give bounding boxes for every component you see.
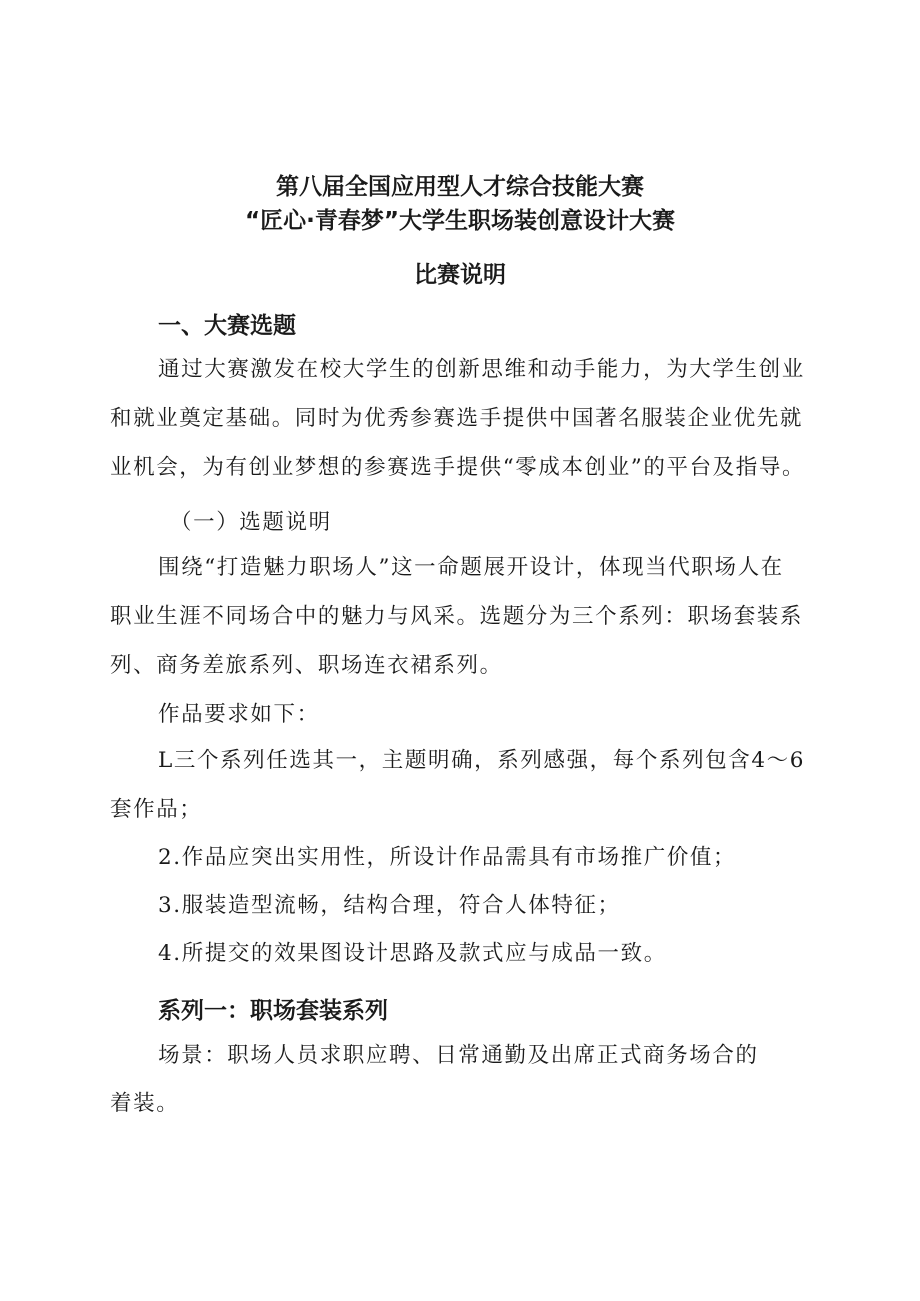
title-event: “匠心·青春梦”大学生职场装创意设计大赛: [245, 208, 675, 234]
sub-heading-topic-description: （一）选题说明: [170, 510, 332, 535]
requirement-item: 4.所提交的效果图设计思路及款式应与成品一致。: [158, 941, 667, 966]
paragraph-line: 场景：职场人员求职应聘、日常通勤及出席正式商务场合的: [158, 1043, 759, 1068]
series-heading: 系列一：职场套装系列: [158, 998, 388, 1024]
paragraph-line: 职业生涯不同场合中的魅力与风采。选题分为三个系列：职场套装系: [110, 604, 804, 629]
requirements-heading: 作品要求如下：: [158, 702, 320, 727]
paragraph-line: 通过大赛激发在校大学生的创新思维和动手能力，为大学生创业: [158, 357, 805, 382]
title-description: 比赛说明: [414, 262, 506, 288]
section-heading-topic: 一、大赛选题: [158, 313, 296, 339]
requirement-item: 2.作品应突出实用性，所设计作品需具有市场推广价值；: [158, 845, 737, 870]
paragraph-line: 列、商务差旅系列、职场连衣裙系列。: [110, 653, 503, 678]
paragraph-line: 和就业奠定基础。同时为优秀参赛选手提供中国著名服装企业优先就: [110, 406, 804, 431]
requirement-item: 套作品；: [110, 797, 203, 822]
paragraph-line: 着装。: [110, 1091, 180, 1116]
requirement-item: L三个系列任选其一，主题明确，系列感强，每个系列包含4～6: [158, 748, 806, 773]
title-competition: 第八届全国应用型人才综合技能大赛: [276, 174, 644, 200]
paragraph-line: 围绕“打造魅力职场人”这一命题展开设计，体现当代职场人在: [158, 555, 784, 580]
paragraph-line: 业机会，为有创业梦想的参赛选手提供“零成本创业”的平台及指导。: [110, 455, 806, 480]
requirement-item: 3.服装造型流畅，结构合理，符合人体特征；: [158, 893, 621, 918]
